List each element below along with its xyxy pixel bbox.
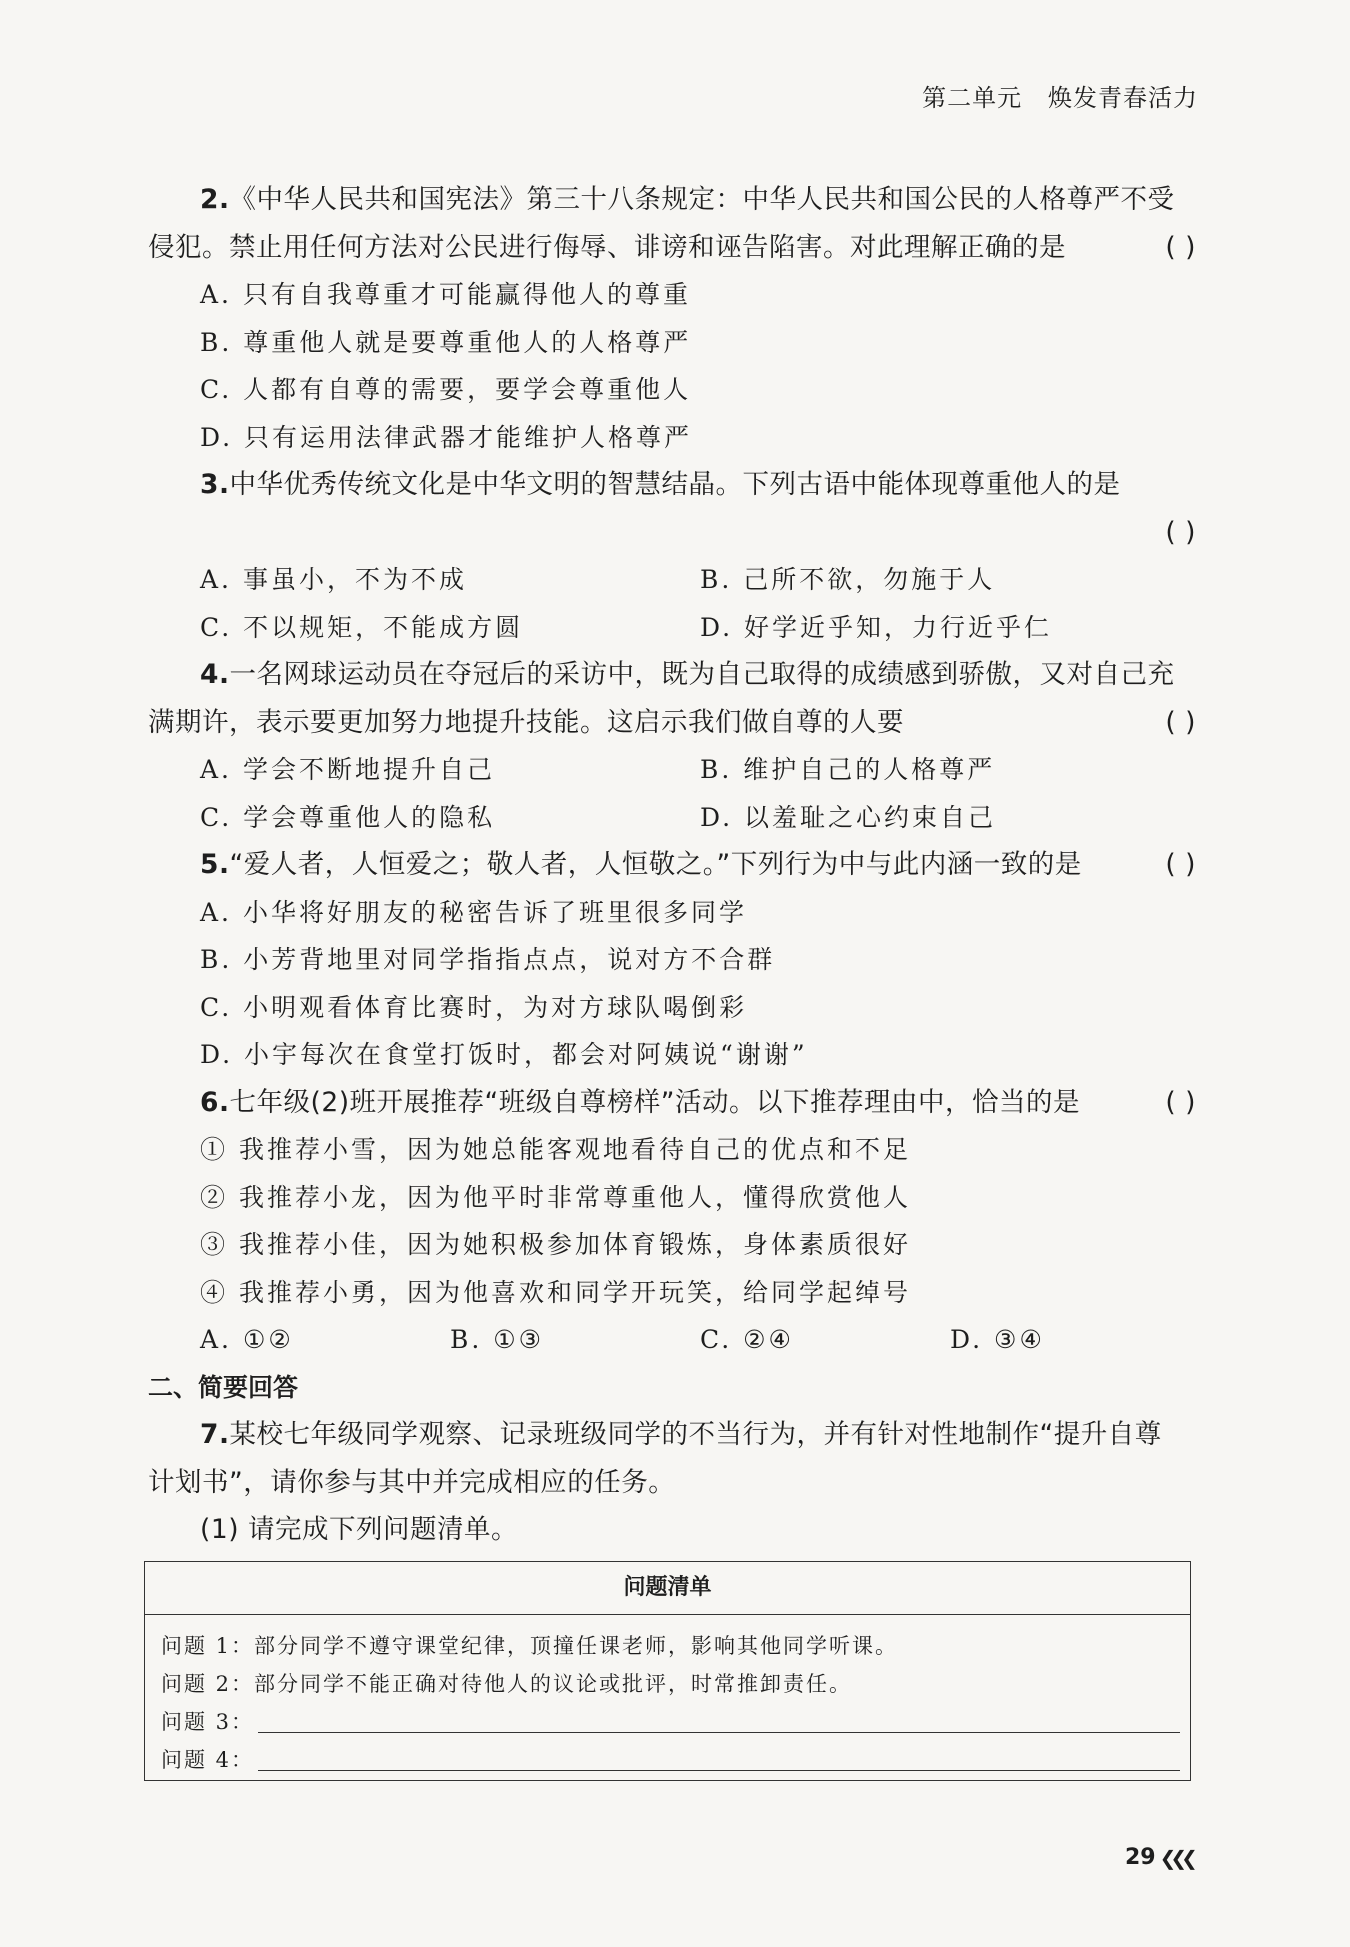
option[interactable]: C. 不以规矩，不能成方圆 [200, 612, 524, 642]
option[interactable]: B. ①③ [450, 1325, 545, 1354]
table-row: 问题 3： [145, 1703, 1190, 1741]
answer-blank[interactable] [258, 1731, 1180, 1733]
section-title: 二、简要回答 [148, 1372, 299, 1402]
options-row [148, 1316, 1198, 1364]
option[interactable]: C. ②④ [700, 1325, 794, 1354]
option[interactable]: D. 好学近乎知，力行近乎仁 [700, 612, 1053, 642]
question-5-line-1: 5.“爱人者，人恒爱之；敬人者，人恒敬之。”下列行为中与此内涵一致的是 ( ) [148, 841, 1198, 889]
statement: ④ 我推荐小勇，因为他喜欢和同学开玩笑，给同学起绰号 [200, 1277, 911, 1307]
option[interactable]: B. 己所不欲，勿施于人 [700, 565, 996, 594]
page-footer [1125, 1845, 1192, 1870]
question-6-line-1: 6.七年级(2)班开展推荐“班级自尊榜样”活动。以下推荐理由中，恰当的是 ( ) [148, 1079, 1198, 1127]
option[interactable]: C. 人都有自尊的需要，要学会尊重他人 [200, 375, 692, 404]
options-row [148, 746, 1198, 794]
option[interactable]: C. 小明观看体育比赛时，为对方球队喝倒彩 [200, 992, 748, 1022]
question-7-line-1: 7.某校七年级同学观察、记录班级同学的不当行为，并有针对性地制作“提升自尊 [200, 1419, 1162, 1450]
answer-bracket[interactable]: ( ) [1165, 849, 1196, 880]
table-body [145, 1615, 1190, 1779]
answer-bracket[interactable]: ( ) [1165, 1086, 1196, 1118]
answer-blank[interactable] [258, 1769, 1180, 1771]
table-row: 问题 1：部分同学不遵守课堂纪律，顶撞任课老师，影响其他同学听课。 [161, 1634, 899, 1658]
page-header [922, 78, 1198, 113]
option[interactable]: B. 小芳背地里对同学指指点点，说对方不合群 [200, 945, 776, 974]
chevron-left-icon: ❮❮❮ [1159, 1845, 1192, 1870]
option[interactable]: D. 只有运用法律武器才能维护人格尊严 [200, 422, 693, 452]
table-row: 问题 2：部分同学不能正确对待他人的议论或批评，时常推卸责任。 [161, 1672, 853, 1696]
option[interactable]: D. ③④ [950, 1325, 1045, 1354]
statement: ③ 我推荐小佳，因为她积极参加体育锻炼，身体素质很好 [200, 1230, 911, 1259]
option[interactable]: A. 小华将好朋友的秘密告诉了班里很多同学 [200, 897, 747, 927]
unit-title: 焕发青春活力 [1048, 84, 1198, 112]
question-3-bracket-line [148, 509, 1198, 557]
question-content [148, 176, 1198, 1554]
options-row [148, 794, 1198, 842]
option[interactable]: D. 以羞耻之心约束自己 [700, 802, 997, 832]
question-4-line-1: 4.一名网球运动员在夺冠后的采访中，既为自己取得的成绩感到骄傲，又对自己充 [200, 659, 1175, 690]
option[interactable]: A. ①② [200, 1325, 294, 1354]
statement: ② 我推荐小龙，因为他平时非常尊重他人，懂得欣赏他人 [200, 1182, 911, 1212]
option[interactable]: B. 维护自己的人格尊严 [700, 755, 996, 784]
options-row [148, 604, 1198, 652]
option[interactable]: B. 尊重他人就是要尊重他人的人格尊严 [200, 327, 692, 357]
option[interactable]: A. 学会不断地提升自己 [200, 755, 495, 784]
answer-bracket[interactable]: ( ) [1165, 706, 1196, 738]
question-3-line-1: 3.中华优秀传统文化是中华文明的智慧结晶。下列古语中能体现尊重他人的是 [200, 469, 1121, 500]
table-title: 问题清单 [145, 1562, 1190, 1615]
question-7-subtask: (1) 请完成下列问题清单。 [200, 1514, 518, 1545]
question-7-line-2: 计划书”，请你参与其中并完成相应的任务。 [148, 1466, 676, 1498]
page-number: 29 [1125, 1845, 1156, 1870]
unit-label: 第二单元 [922, 84, 1023, 112]
answer-bracket[interactable]: ( ) [1165, 231, 1196, 263]
question-2-line-1: 2.《中华人民共和国宪法》第三十八条规定：中华人民共和国公民的人格尊严不受 [200, 184, 1175, 215]
question-4-line-2: 满期许，表示要更加努力地提升技能。这启示我们做自尊的人要 ( ) [148, 699, 1198, 747]
answer-bracket[interactable]: ( ) [1165, 516, 1196, 548]
option[interactable]: A. 只有自我尊重才可能赢得他人的尊重 [200, 280, 691, 309]
option[interactable]: A. 事虽小，不为不成 [200, 565, 467, 594]
options-row [148, 556, 1198, 604]
option[interactable]: D. 小宇每次在食堂打饭时，都会对阿姨说“谢谢” [200, 1040, 808, 1069]
table-row: 问题 4： [145, 1741, 1190, 1779]
problem-list-table [144, 1561, 1191, 1781]
statement: ① 我推荐小雪，因为她总能客观地看待自己的优点和不足 [200, 1135, 911, 1164]
question-2-line-2: 侵犯。禁止用任何方法对公民进行侮辱、诽谤和诬告陷害。对此理解正确的是 ( ) [148, 224, 1198, 272]
option[interactable]: C. 学会尊重他人的隐私 [200, 802, 496, 832]
